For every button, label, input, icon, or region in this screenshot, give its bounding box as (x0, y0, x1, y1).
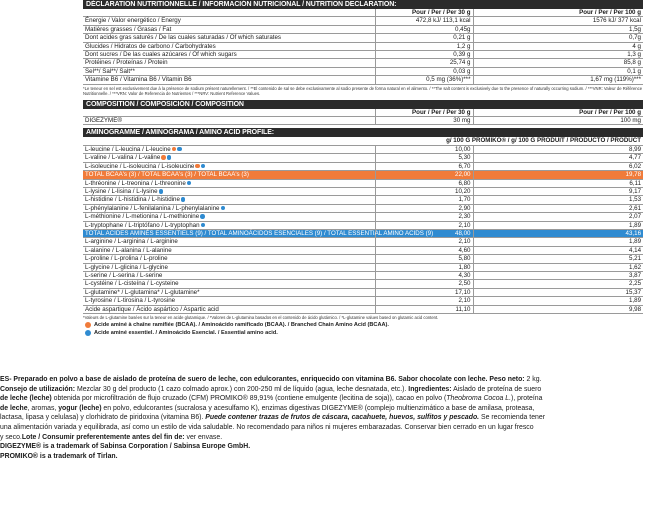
value-per-30g: 472,8 kJ/ 113,1 kcal (375, 17, 473, 25)
amino-row (83, 246, 643, 254)
value-per-100g-promiko: 48,00 (375, 229, 473, 237)
value-per-100g-promiko: 5,80 (375, 255, 473, 263)
amino-name: L-tryptophane / L-triptófano / L-tryptophan (85, 221, 200, 229)
amino-row (83, 280, 643, 288)
amino-column-label: g/ 100 G PROMIKO® / g/ 100 G PRODUIT / PRODUCTO / PRODUCT (375, 137, 643, 145)
total-row-bcaa (83, 171, 643, 179)
amino-row (83, 305, 643, 313)
composition-header: COMPOSITION / COMPOSICIÓN / COMPOSITION (83, 100, 643, 109)
value-per-100g-product: 1,53 (473, 196, 643, 204)
value-per-100g-product: 2,61 (473, 204, 643, 212)
ingredients-text-6: lactasa, lipasa y celulasa) y clorhidrato de piridoxina (vitamina B6). (0, 414, 204, 422)
amino-name: TOTAL BCAA's (3) / TOTAL BCAA's (3) / TOTAL BCAA's (3) (85, 171, 249, 179)
legend-essential (83, 329, 643, 337)
ingredients-text-3: ), proteína (511, 395, 543, 403)
nutrient-name: Matières grasses / Grasas / Fat (83, 25, 375, 33)
nutrient-name: Vitamine B6 / Vitamina B6 / Vitamin B6 (83, 76, 375, 84)
amino-name: TOTAL ACIDES AMINÉS ESSENTIELS (9) / TOTAL AMINOÁCIDOS ESENCIALES (9) / TOTAL ESSENTIAL AMINO ACIDS (9) (85, 229, 434, 237)
amino-row (83, 162, 643, 170)
essential-dot-icon (201, 223, 206, 228)
amino-name: L-valine / L-valina / L-valine (85, 154, 161, 162)
amino-row (83, 154, 643, 162)
nutrition-row (83, 34, 643, 42)
amino-name: L-isoleucine / L-isoleucina / L-isoleucine (85, 162, 195, 170)
value-per-100g-product: 1,89 (473, 221, 643, 229)
legend-bcaa (83, 321, 643, 329)
value-per-100g-promiko: 22,00 (375, 171, 473, 179)
nutrient-name: Dont sucres / De las cuales azúcares / Of which sugars (83, 51, 375, 59)
amino-row (83, 238, 643, 246)
nutrient-name: Énergie / Valor energético / Energy (83, 17, 375, 25)
bcaa-dot-icon (172, 147, 177, 152)
allergen-yogurt: yogur (leche) (58, 404, 102, 412)
value-per-100g-promiko: 1,80 (375, 263, 473, 271)
nutrition-column-header (83, 9, 643, 17)
value-per-100g-product: 6,02 (473, 162, 643, 170)
ingredients-text-4: , aromas, (27, 404, 59, 412)
value-per-100g-promiko: 4,60 (375, 246, 473, 254)
value-per-100g-promiko: 1,70 (375, 196, 473, 204)
amino-name: L-thréonine / L-treonina / L-threonine (85, 179, 186, 187)
value-per-100g-product: 1,62 (473, 263, 643, 271)
usage-label: Consejo de utilización: (0, 385, 76, 393)
composition-name: DIGEZYME® (83, 117, 375, 125)
value-per-100g: 1,5g (473, 25, 643, 33)
composition-column-header (83, 109, 643, 117)
amino-name: L-méthionine / L-metionina / L-methionine (85, 213, 200, 221)
allergen-milk: de leche (leche) (0, 395, 52, 403)
ingredients-text-2: obtenida por microfiltración de flujo cruzado (CFM) PROMIKO® 89,91% (contiene emulgente (lecitina de soja)), cacao en polvo ( (51, 395, 447, 403)
value-per-100g-promiko: 6,70 (375, 162, 473, 170)
value-per-30g: 0,45g (375, 25, 473, 33)
amino-row (83, 213, 643, 221)
bcaa-dot-icon (161, 155, 166, 160)
amino-name: L-alanine / L-alanina / L-alanine (85, 246, 172, 254)
amino-row (83, 204, 643, 212)
column-per-100g: Pour / Per / Per 100 g (473, 109, 643, 117)
legend-essential-text: Acide aminé essentiel. / Aminoácido Esencial. / Essential amino acid. (94, 330, 278, 336)
essential-dot-icon (200, 214, 205, 219)
amino-name: L-tyrosine / L-tirosina / L-tyrosine (85, 297, 176, 305)
value-per-100g-product: 4,14 (473, 246, 643, 254)
composition-table (83, 109, 643, 126)
amino-footnote: *Valeurs de L-glutamine basées sur la teneur en acide glutamique. / *Valores de L-glutamina basados en el contenido de ácido glutámico. / *L-glutamine values based on glutamic acid content. (83, 315, 439, 320)
amino-name: L-arginine / L-arginina / L-arginine (85, 238, 178, 246)
bcaa-dot-icon (195, 164, 200, 169)
essential-dot-icon (201, 164, 206, 169)
amino-name: L-histidine / L-histidina / L-histidine (85, 196, 180, 204)
amino-column-header (83, 137, 643, 145)
storage-text: y seco. (0, 433, 22, 441)
amino-name: L-proline / L-prolina / L-proline (85, 255, 168, 263)
nutrient-name: Protéines / Proteínas / Protein (83, 59, 375, 67)
label-panel (83, 0, 643, 337)
value-per-100g: 85,8 g (473, 59, 643, 67)
essential-dot-icon (177, 147, 182, 152)
value-per-100g-product: 19,78 (473, 171, 643, 179)
value-per-100g-product: 9,17 (473, 187, 643, 195)
amino-name: L-glycine / L-glicina / L-glycine (85, 263, 168, 271)
ingredients-text-5: en polvo, edulcorantes (sucralosa y acesulfamo K), enzimas digestivas DIGEZYME® (complejo multienzimático a base de amilasa, proteasa, (101, 404, 535, 412)
digezyme-trademark: DIGEZYME® is a trademark of Sabinsa Corporation / Sabinsa Europe GmbH. (0, 443, 251, 451)
value-per-30g: 0,21 g (375, 34, 473, 42)
value-per-100g-product: 8,99 (473, 145, 643, 153)
amino-header: AMINOGRAMME / AMINOGRAMA / AMINO ACID PROFILE: (83, 128, 643, 137)
nutrition-row (83, 59, 643, 67)
column-per-100g: Pour / Per / Per 100 g (473, 9, 643, 17)
value-per-100g-product: 4,77 (473, 154, 643, 162)
amino-row (83, 196, 643, 204)
ingredients-text-1: Aislado de proteína de suero (451, 385, 542, 393)
composition-row (83, 117, 643, 125)
nutrition-row (83, 67, 643, 75)
value-per-100g: 1576 kJ/ 377 kcal (473, 17, 643, 25)
value-per-30g: 1,2 g (375, 42, 473, 50)
amino-row (83, 297, 643, 305)
allergen-milk-2: de leche (0, 404, 28, 412)
nutrition-row (83, 51, 643, 59)
amino-row (83, 145, 643, 153)
nutrition-table (83, 9, 643, 85)
value-per-100g-promiko: 2,50 (375, 280, 473, 288)
nutrient-name: Dont acides gras saturés / De las cuales saturadas / Of which saturates (83, 34, 375, 42)
amino-name: L-leucine / L-leucina / L-leucine (85, 145, 171, 153)
nutrient-name: Sel**/ Sal**/ Salt** (83, 67, 375, 75)
essential-dot-icon (181, 197, 186, 202)
value-per-100g-promiko: 2,10 (375, 221, 473, 229)
value-per-100g-promiko: 2,90 (375, 204, 473, 212)
value-per-30g: 25,74 g (375, 59, 473, 67)
value-per-100g: 0,1 g (473, 67, 643, 75)
value-per-100g: 1,67 mg (119%)*** (473, 76, 643, 84)
amino-row (83, 255, 643, 263)
traces-warning: Puede contener trazas de frutos de cáscara, cacahuete, huevos, sulfitos y pescado. (203, 414, 480, 422)
value-per-100g-promiko: 11,10 (375, 305, 473, 313)
column-per-30g: Pour / Per / Per 30 g (375, 109, 473, 117)
value-per-100g-product: 43,16 (473, 229, 643, 237)
amino-name: L-phénylalanine / L-fenilalanina / L-phenylalanine (85, 204, 220, 212)
lot-text: ver envase. (184, 433, 223, 441)
value-per-100g-promiko: 6,80 (375, 179, 473, 187)
amino-name: L-lysine / L-lisina / L-lysine (85, 187, 158, 195)
nutrition-footnote: *Le teneur en sel est exclusivement due à la présence de sodium présent naturellement. / **El contenido de sal se debe exclusivamente al sodio presente de forma natural en el alimento. / **The salt content is exclusively due to the presence of naturally occurring sodium. / ***VNR: Valeur de Référence Nutritionnelle. / ***VRN: Valor de Referencia de Nutrientes / ***NRV: Nutrient Reference Values. (83, 85, 643, 96)
amino-row (83, 187, 643, 195)
lot-label: Lote / Consumir preferentemente antes del fin de: (21, 433, 185, 441)
value-per-100g-promiko: 5,30 (375, 154, 473, 162)
value-per-100g-promiko: 2,10 (375, 297, 473, 305)
value-per-100g-promiko: 10,20 (375, 187, 473, 195)
usage-text: Mezclar 30 g del producto (1 cazo colmado aprox.) con 200-250 ml de líquido (agua, leche desnatada, etc.). (75, 385, 407, 393)
value-per-100g-product: 1,89 (473, 238, 643, 246)
amino-name: L-cystéine / L-cisteína / L-cysteine (85, 280, 179, 288)
nutrition-row (83, 17, 643, 25)
value-per-100g: 4 g (473, 42, 643, 50)
ingredients-label: Ingredientes: (406, 385, 452, 393)
value-per-100g-product: 3,87 (473, 271, 643, 279)
blue-dot-icon (85, 330, 91, 336)
amino-row (83, 271, 643, 279)
advice-text-2: una alimentación variada y equilibrada, así como un estilo de vida saludable. No recomendado para niños ni mujeres embarazadas. Conservar bien cerrado en un lugar fresco (0, 423, 534, 431)
value-per-100g-product: 5,21 (473, 255, 643, 263)
nutrition-row (83, 76, 643, 84)
promiko-trademark: PROMIKO® is a trademark of Tirlan. (0, 452, 118, 460)
legend-bcaa-text: Acide aminé à chaîne ramifiée (BCAA). / Aminoácido ramificado (BCAA). / Branched Chain Amino Acid (BCAA). (94, 322, 389, 328)
amino-name: L-glutamine* / L-glutamina* / L-glutamine* (85, 288, 200, 296)
composition-value-100g: 100 mg (473, 117, 643, 125)
value-per-100g-promiko: 4,30 (375, 271, 473, 279)
essential-dot-icon (167, 155, 172, 160)
value-per-100g-product: 9,98 (473, 305, 643, 313)
orange-dot-icon (85, 322, 91, 328)
advice-text-1: Se recomienda tener (479, 414, 545, 422)
value-per-100g: 0,7g (473, 34, 643, 42)
value-per-30g: 0,39 g (375, 51, 473, 59)
amino-row (83, 263, 643, 271)
column-per-30g: Pour / Per / Per 30 g (375, 9, 473, 17)
nutrition-row (83, 25, 643, 33)
essential-dot-icon (159, 189, 164, 194)
value-per-100g-promiko: 2,10 (375, 238, 473, 246)
amino-table (83, 137, 643, 314)
value-per-100g-promiko: 2,30 (375, 213, 473, 221)
essential-dot-icon (187, 181, 192, 186)
cocoa-latin: Theobroma Cocoa L. (446, 395, 512, 403)
amino-row (83, 179, 643, 187)
composition-value-30g: 30 mg (375, 117, 473, 125)
description-text (0, 375, 649, 461)
nutrition-header: DÉCLARATION NUTRITIONNELLE / INFORMACIÓN NUTRICIONAL / NUTRITION DECLARATION: (83, 0, 643, 9)
product-description: ES- Preparado en polvo a base de aislado de proteína de suero de leche, con edulcorantes, enriquecido con vitamina B6. Sabor chocolate con leche. Peso neto: (0, 376, 525, 383)
total-row-ess (83, 229, 643, 237)
value-per-100g-product: 6,11 (473, 179, 643, 187)
amino-name: Acide aspartique / Ácido aspártico / Aspartic acid (85, 305, 219, 313)
amino-row (83, 221, 643, 229)
value-per-100g: 1,3 g (473, 51, 643, 59)
value-per-100g-product: 1,89 (473, 297, 643, 305)
net-weight: 2 kg. (524, 376, 542, 383)
value-per-30g: 0,03 g (375, 67, 473, 75)
value-per-100g-promiko: 10,00 (375, 145, 473, 153)
amino-name: L-serine / L-serina / L-serine (85, 271, 163, 279)
value-per-100g-product: 15,37 (473, 288, 643, 296)
nutrient-name: Glucides / Hidratos de carbono / Carbohydrates (83, 42, 375, 50)
nutrition-row (83, 42, 643, 50)
value-per-100g-product: 2,07 (473, 213, 643, 221)
essential-dot-icon (221, 206, 226, 211)
amino-row (83, 288, 643, 296)
value-per-100g-promiko: 17,10 (375, 288, 473, 296)
value-per-30g: 0,5 mg (36%)*** (375, 76, 473, 84)
value-per-100g-product: 2,25 (473, 280, 643, 288)
